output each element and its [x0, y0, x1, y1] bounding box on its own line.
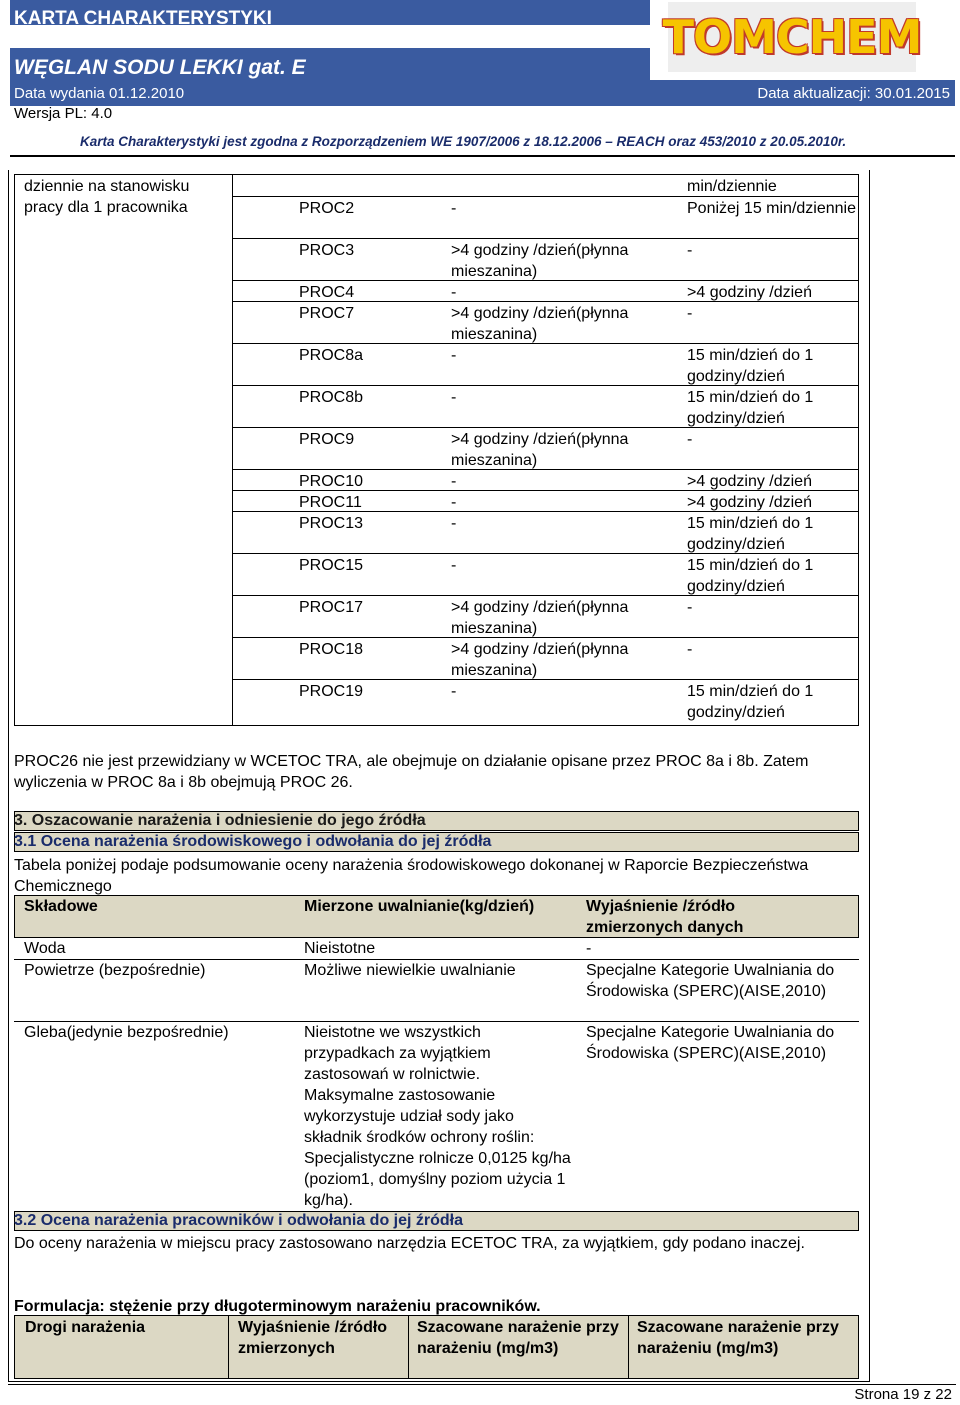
proc-row — [233, 679, 859, 721]
proc-row — [233, 637, 859, 679]
proc-row — [233, 553, 859, 595]
env-row-soil-component: Gleba(jedynie bezpośrednie) — [24, 1024, 229, 1041]
proc-solid-duration: - — [687, 242, 693, 259]
proc26-note: PROC26 nie jest przewidziany w WCETOC TRA, ale obejmuje on działanie opisane przez PROC 8a i 8b. Zatem wyliczenia w PROC 8a i 8b obejmują PROC 26. — [14, 753, 809, 791]
proc-liquid-duration: >4 godziny /dzień(płynna mieszanina) — [451, 599, 629, 637]
proc-continued-text: min/dziennie — [687, 178, 777, 195]
env-row-soil-source: Specjalne Kategorie Uwalniania do Środowiska (SPERC)(AISE,2010) — [586, 1024, 835, 1062]
proc-liquid-duration: - — [451, 200, 457, 217]
env-header-source: Wyjaśnienie /źródło zmierzonych danych — [586, 898, 744, 936]
proc-code: PROC11 — [299, 494, 362, 511]
proc-liquid-duration: >4 godziny /dzień(płynna mieszanina) — [451, 305, 629, 343]
proc-code: PROC3 — [299, 242, 355, 259]
proc-solid-duration: - — [687, 305, 693, 322]
proc-code: PROC15 — [299, 557, 364, 574]
proc-liquid-duration: - — [451, 389, 457, 406]
section3-title: 3. Oszacowanie narażenia i odniesienie do jego źródła — [14, 812, 426, 829]
proc-row — [233, 511, 859, 553]
footer-rule — [8, 1384, 956, 1385]
proc-solid-duration: 15 min/dzień do 1 godziny/dzień — [687, 515, 814, 553]
proc-liquid-duration: - — [451, 494, 457, 511]
work-intro: Do oceny narażenia w miejscu pracy zastosowano narzędzia ECETOC TRA, za wyjątkiem, gdy podano inaczej. — [14, 1235, 805, 1252]
proc-row — [233, 280, 859, 301]
env-header-release: Mierzone uwalnianie(kg/dzień) — [304, 898, 535, 915]
env-row-soil-release: Nieistotne we wszystkich przypadkach za wyjątkiem zastosowań w rolnictwie. Maksymalne zastosowanie wykorzystuje udział sody jako składnik środków ochrony roślin: Specjalistyczne rolnicze 0,0125 kg/ha (poziom1, domyślny poziom użycia 1 kg/ha). — [304, 1024, 571, 1209]
proc-code: PROC7 — [299, 305, 355, 322]
env-row-water-component: Woda — [24, 940, 66, 957]
proc-table-left-label: dziennie na stanowisku pracy dla 1 pracownika — [24, 178, 190, 216]
env-header-component: Składowe — [24, 898, 98, 915]
env-row-water-release: Nieistotne — [304, 940, 376, 957]
proc-liquid-duration: - — [451, 683, 457, 700]
proc-row — [233, 301, 859, 343]
proc-row — [233, 343, 859, 385]
proc-row — [233, 238, 859, 280]
route-header-exposure-2: Szacowane narażenie przy narażeniu (mg/m3) — [637, 1319, 839, 1357]
proc-liquid-duration: - — [451, 557, 457, 574]
proc-row — [233, 595, 859, 637]
env-row-water-source: - — [586, 940, 592, 957]
route-header-divider — [408, 1316, 409, 1378]
formulation-title: Formulacja: stężenie przy długoterminowym narażeniu pracowników. — [14, 1298, 541, 1315]
proc-row-continued — [233, 175, 859, 196]
version-label: Wersja PL: 4.0 — [14, 105, 113, 122]
proc-liquid-duration: - — [451, 473, 457, 490]
section32-title: 3.2 Ocena narażenia pracowników i odwołania do jej źródła — [14, 1212, 464, 1229]
section31-title: 3.1 Ocena narażenia środowiskowego i odwołania do jej źródła — [14, 833, 492, 850]
issue-date: Data wydania 01.12.2010 — [14, 85, 185, 102]
proc-code: PROC13 — [299, 515, 364, 532]
route-header-routes: Drogi narażenia — [25, 1319, 146, 1336]
tomchem-logo — [662, 2, 922, 72]
env-row-air-source: Specjalne Kategorie Uwalniania do Środowiska (SPERC)(AISE,2010) — [586, 962, 835, 1000]
route-header-divider — [228, 1316, 229, 1378]
proc-solid-duration: 15 min/dzień do 1 godziny/dzień — [687, 347, 814, 385]
proc-liquid-duration: - — [451, 515, 457, 532]
proc-code: PROC8a — [299, 347, 364, 364]
proc-solid-duration: >4 godziny /dzień — [687, 473, 812, 490]
proc-liquid-duration: >4 godziny /dzień(płynna mieszanina) — [451, 242, 629, 280]
proc-solid-duration: >4 godziny /dzień — [687, 494, 812, 511]
proc-solid-duration: >4 godziny /dzień — [687, 284, 812, 301]
env-row-air-release: Możliwe niewielkie uwalnianie — [304, 962, 516, 979]
proc-code: PROC2 — [299, 200, 355, 217]
proc-row — [233, 385, 859, 427]
proc-row — [233, 427, 859, 469]
proc-liquid-duration: - — [451, 284, 457, 301]
doc-type-title: KARTA CHARAKTERYSTYKI — [14, 8, 272, 29]
compliance-note: Karta Charakterystyki jest zgodna z Rozporządzeniem WE 1907/2006 z 18.12.2006 – REACH oraz 453/2010 z 20.05.2010r. — [80, 134, 847, 149]
env-row-air-component: Powietrze (bezpośrednie) — [24, 962, 206, 979]
proc-code: PROC4 — [299, 284, 355, 301]
proc-solid-duration: - — [687, 599, 693, 616]
proc-code: PROC10 — [299, 473, 364, 490]
proc-row — [233, 196, 859, 238]
proc-liquid-duration: >4 godziny /dzień(płynna mieszanina) — [451, 431, 629, 469]
proc-liquid-duration: - — [451, 347, 457, 364]
proc-code: PROC17 — [299, 599, 364, 616]
page-number: Strona 19 z 22 — [854, 1386, 952, 1403]
proc-liquid-duration: >4 godziny /dzień(płynna mieszanina) — [451, 641, 629, 679]
proc-solid-duration: - — [687, 641, 693, 658]
exposure-route-table-header — [14, 1315, 859, 1379]
proc-solid-duration: 15 min/dzień do 1 godziny/dzień — [687, 683, 814, 721]
product-name: WĘGLAN SODU LEKKI gat. E — [14, 56, 306, 79]
route-header-divider — [628, 1316, 629, 1378]
update-date: Data aktualizacji: 30.01.2015 — [757, 85, 950, 102]
proc-code: PROC18 — [299, 641, 364, 658]
proc-code: PROC9 — [299, 431, 355, 448]
route-header-source: Wyjaśnienie /źródło zmierzonych — [238, 1319, 388, 1357]
proc-solid-duration: Poniżej 15 min/dziennie — [687, 200, 856, 217]
proc-code: PROC8b — [299, 389, 364, 406]
route-header-exposure-1: Szacowane narażenie przy narażeniu (mg/m3) — [417, 1319, 619, 1357]
proc-solid-duration: 15 min/dzień do 1 godziny/dzień — [687, 389, 814, 427]
proc-code: PROC19 — [299, 683, 364, 700]
logo-text: TOMCHEM — [662, 10, 922, 64]
header-rule — [10, 155, 955, 157]
proc-row — [233, 469, 859, 490]
proc-row — [233, 490, 859, 511]
proc-solid-duration: - — [687, 431, 693, 448]
env-intro: Tabela poniżej podaje podsumowanie oceny narażenia środowiskowego dokonanej w Raporcie Bezpieczeństwa Chemicznego — [14, 857, 809, 895]
proc-solid-duration: 15 min/dzień do 1 godziny/dzień — [687, 557, 814, 595]
